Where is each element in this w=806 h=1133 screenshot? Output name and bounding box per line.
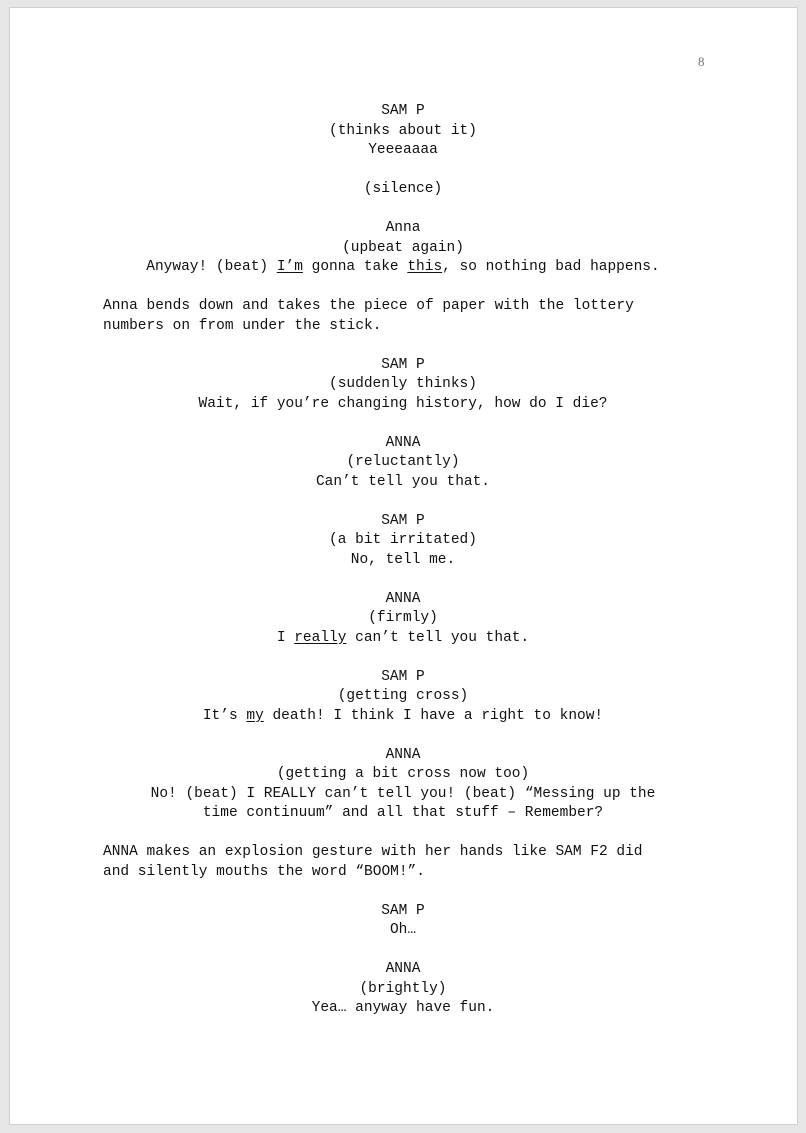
dialogue-line: Oh… <box>389 922 417 938</box>
character-name: ANNA <box>385 434 421 451</box>
character-name: SAM P <box>381 668 425 685</box>
dialogue-line: No, tell me. <box>350 551 456 568</box>
dialogue-block <box>103 668 703 727</box>
dialogue-block <box>103 434 703 493</box>
parenthetical: (reluctantly) <box>346 454 460 470</box>
character-name: ANNA <box>385 746 421 763</box>
dialogue-block <box>103 219 703 278</box>
action-line: ANNA makes an explosion gesture with her hands like SAM F2 did <box>103 844 643 860</box>
dialogue-text: can’t tell you that. <box>346 629 530 646</box>
parenthetical: (suddenly thinks) <box>329 376 477 392</box>
character-name: SAM P <box>381 356 425 373</box>
dialogue-text: , so nothing bad happens. <box>442 259 660 275</box>
character-name: Anna <box>385 220 421 236</box>
dialogue-block <box>103 902 703 941</box>
dialogue-block <box>103 512 703 571</box>
dialogue-line <box>103 707 703 727</box>
dialogue-line: No! (beat) I REALLY can’t tell you! (beat) “Messing up the <box>150 785 656 802</box>
script-page <box>9 7 798 1125</box>
dialogue-line <box>103 629 703 649</box>
emphasis-text: this <box>407 259 443 275</box>
dialogue-block <box>103 960 703 1019</box>
character-name: ANNA <box>385 590 421 607</box>
emphasis-text: I’m <box>276 259 303 275</box>
parenthetical: (thinks about it) <box>329 122 477 139</box>
dialogue-line <box>103 258 703 278</box>
dialogue-block <box>103 590 703 649</box>
character-name: SAM P <box>381 512 425 529</box>
dialogue-text: It’s <box>202 707 247 724</box>
dialogue-block <box>103 746 703 824</box>
parenthetical: (silence) <box>363 181 443 197</box>
action-line: numbers on from under the stick. <box>103 317 382 334</box>
script-body <box>103 102 703 1019</box>
dialogue-text: I <box>276 629 295 646</box>
dialogue-block <box>103 356 703 415</box>
parenthetical: (a bit irritated) <box>329 532 477 548</box>
dialogue-line: Yeeeaaaa <box>368 142 438 158</box>
dialogue-block <box>103 180 703 200</box>
character-name: SAM P <box>381 902 425 919</box>
character-name: SAM P <box>381 103 425 119</box>
emphasis-text: my <box>246 707 264 724</box>
emphasis-text: really <box>294 629 347 646</box>
dialogue-line: Yea… anyway have fun. <box>311 1000 495 1016</box>
parenthetical: (getting cross) <box>337 688 469 704</box>
action-line: Anna bends down and takes the piece of paper with the lottery <box>103 298 634 314</box>
action-block <box>103 297 703 336</box>
parenthetical: (getting a bit cross now too) <box>276 766 530 782</box>
parenthetical: (brightly) <box>359 980 447 997</box>
action-block <box>103 843 703 882</box>
character-name: ANNA <box>385 961 421 977</box>
dialogue-text: death! I think I have a right to know! <box>263 707 604 724</box>
page-number: 8 <box>698 54 705 69</box>
parenthetical: (firmly) <box>368 610 438 626</box>
action-line: and silently mouths the word “BOOM!”. <box>103 863 425 880</box>
dialogue-line: Can’t tell you that. <box>315 473 491 490</box>
dialogue-line: time continuum” and all that stuff – Remember? <box>202 805 604 821</box>
dialogue-line: Wait, if you’re changing history, how do I die? <box>198 395 608 412</box>
dialogue-block <box>103 102 703 161</box>
dialogue-text: gonna take <box>302 259 408 275</box>
dialogue-text: Anyway! (beat) <box>146 259 277 275</box>
parenthetical: (upbeat again) <box>342 239 464 256</box>
